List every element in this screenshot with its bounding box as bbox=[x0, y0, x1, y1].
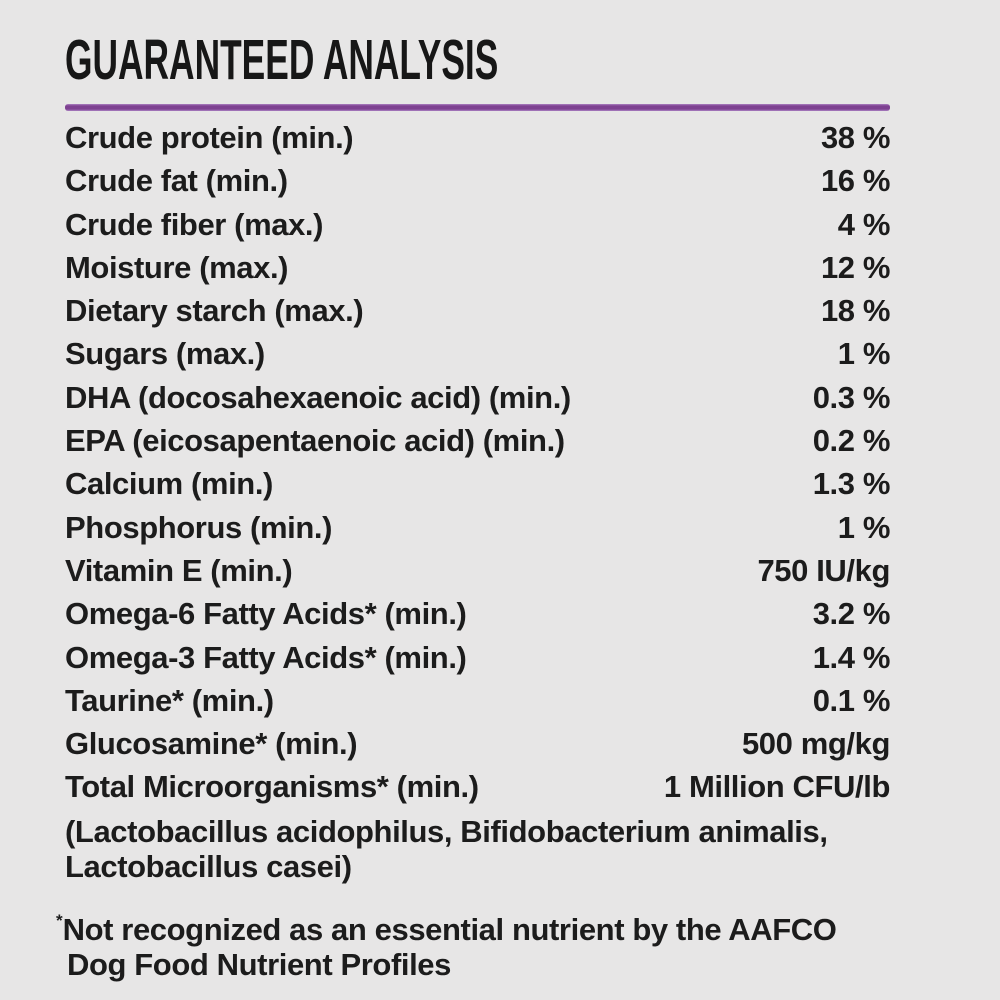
table-row bbox=[65, 636, 890, 679]
table-row bbox=[65, 765, 890, 808]
nutrient-value: 0.1 % bbox=[812, 682, 890, 718]
nutrient-value: 16 % bbox=[820, 163, 890, 199]
table-row bbox=[65, 549, 890, 592]
nutrient-value: 38 % bbox=[820, 120, 890, 155]
microorganisms-note: (Lactobacillus acidophilus, Bifidobacterium animalis, Lactobacillus casei) bbox=[65, 813, 828, 884]
nutrient-value: 0.2 % bbox=[812, 423, 890, 459]
table-row bbox=[65, 506, 890, 549]
nutrient-value: 1 % bbox=[837, 336, 890, 372]
table-row bbox=[65, 462, 890, 505]
nutrient-label: Dietary starch (max.) bbox=[65, 293, 364, 329]
table-row bbox=[65, 289, 890, 332]
table-row bbox=[65, 159, 890, 202]
aafco-footnote bbox=[56, 903, 855, 982]
nutrient-value: 750 IU/kg bbox=[757, 552, 890, 588]
nutrient-value: 1.3 % bbox=[812, 466, 890, 502]
nutrient-label: EPA (eicosapentaenoic acid) (min.) bbox=[65, 423, 565, 459]
nutrient-label: Total Microorganisms* (min.) bbox=[65, 769, 479, 805]
nutrient-label: Crude fat (min.) bbox=[65, 163, 288, 199]
nutrient-label: Crude fiber (max.) bbox=[65, 206, 324, 242]
nutrient-label: Crude protein (min.) bbox=[65, 120, 354, 155]
nutrient-label: Omega-3 Fatty Acids* (min.) bbox=[65, 639, 467, 675]
nutrient-value: 1.4 % bbox=[812, 639, 890, 675]
analysis-table bbox=[65, 116, 890, 809]
nutrient-value: 12 % bbox=[820, 249, 890, 285]
nutrient-label: Sugars (max.) bbox=[65, 336, 265, 372]
nutrient-value: 1 % bbox=[837, 509, 890, 545]
table-row bbox=[65, 332, 890, 375]
table-row bbox=[65, 722, 890, 765]
nutrient-label: Moisture (max.) bbox=[65, 249, 289, 285]
nutrient-value: 4 % bbox=[837, 206, 890, 242]
footnote-text: Not recognized as an essential nutrient by the AAFCO Dog Food Nutrient Profiles bbox=[62, 911, 837, 982]
page-title: GUARANTEED ANALYSIS bbox=[65, 28, 499, 92]
table-row bbox=[65, 246, 890, 289]
nutrient-label: Taurine* (min.) bbox=[65, 682, 274, 718]
nutrient-value: 18 % bbox=[820, 293, 890, 329]
footnote-asterisk: * bbox=[56, 910, 63, 930]
table-row bbox=[65, 419, 890, 462]
table-row bbox=[65, 679, 890, 722]
table-row bbox=[65, 592, 890, 635]
title-divider bbox=[65, 104, 890, 111]
nutrient-value: 3.2 % bbox=[812, 596, 890, 632]
nutrient-label: Vitamin E (min.) bbox=[65, 552, 293, 588]
table-row bbox=[65, 203, 890, 246]
nutrient-label: DHA (docosahexaenoic acid) (min.) bbox=[65, 379, 571, 415]
nutrient-label: Glucosamine* (min.) bbox=[65, 726, 358, 762]
table-row bbox=[65, 376, 890, 419]
nutrient-value: 0.3 % bbox=[812, 379, 890, 415]
nutrient-label: Calcium (min.) bbox=[65, 466, 273, 502]
nutrient-value: 1 Million CFU/lb bbox=[663, 769, 890, 805]
table-row bbox=[65, 116, 890, 159]
nutrient-label: Phosphorus (min.) bbox=[65, 509, 333, 545]
nutrient-value: 500 mg/kg bbox=[741, 726, 890, 762]
nutrient-label: Omega-6 Fatty Acids* (min.) bbox=[65, 596, 467, 632]
